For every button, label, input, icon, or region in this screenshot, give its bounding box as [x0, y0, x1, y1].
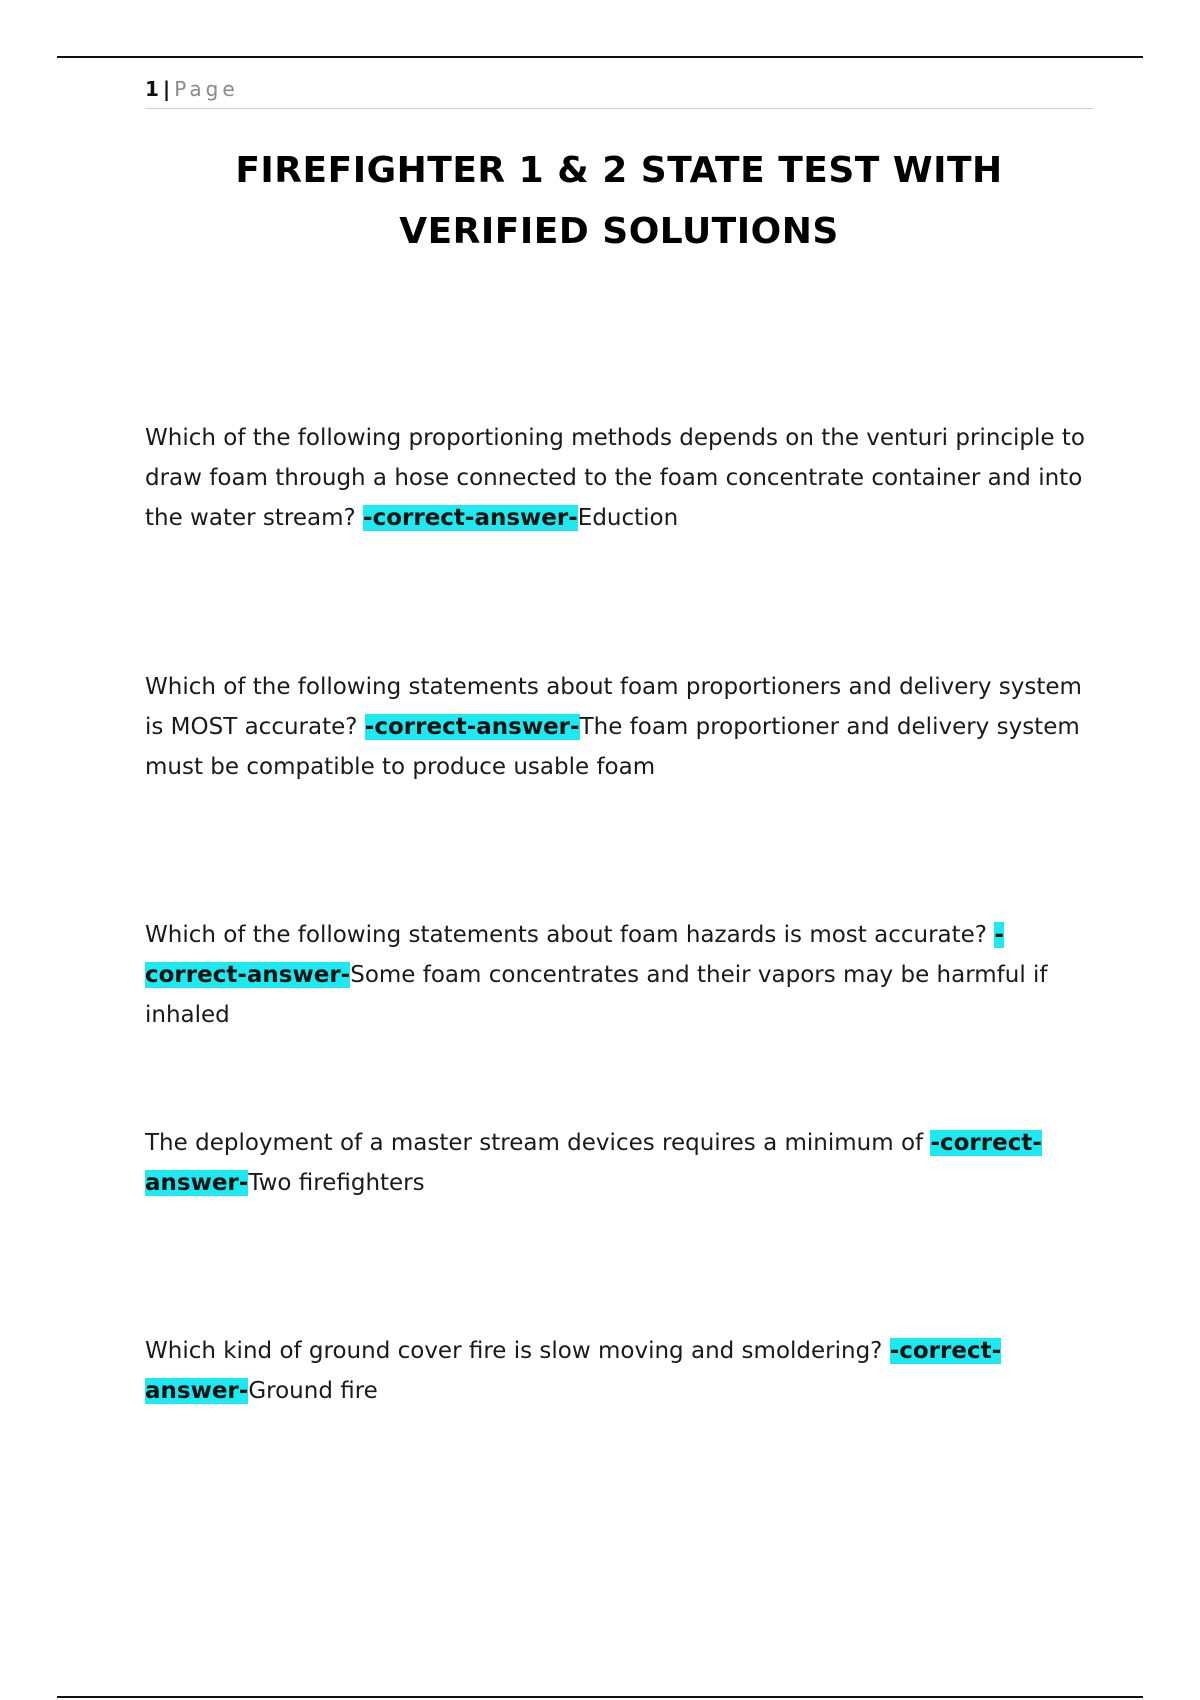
page-separator: | [162, 77, 171, 101]
question-text: Which of the following proportioning methods depends on the venturi principle to draw foam through a hose connected to the foam concentrate container and into the water stream? [145, 425, 1085, 531]
question-text: Which of the following statements about foam hazards is most accurate? [145, 922, 995, 948]
qa-item [145, 418, 1095, 538]
top-rule [57, 56, 1143, 58]
page-number: 1 [145, 77, 159, 101]
page-label: Page [174, 77, 239, 101]
correct-answer-marker: -correct-answer- [364, 714, 580, 740]
correct-answer-marker: -correct-answer- [145, 1338, 1002, 1404]
question-text: Which kind of ground cover fire is slow moving and smoldering? [145, 1338, 890, 1364]
title-line-1: FIREFIGHTER 1 & 2 STATE TEST WITH [235, 150, 1003, 191]
correct-answer-marker: -correct-answer- [145, 922, 1004, 988]
title-line-2: VERIFIED SOLUTIONS [399, 211, 839, 252]
question-text: The deployment of a master stream devices requires a minimum of [145, 1130, 931, 1156]
document-title [145, 140, 1093, 262]
qa-item [145, 915, 1095, 1035]
question-text: Which of the following statements about foam proportioners and delivery system is MOST accurate? [145, 674, 1082, 740]
bottom-rule [57, 1696, 1143, 1698]
answer-text: The foam proportioner and delivery system must be compatible to produce usable foam [145, 714, 1080, 780]
answer-text: Two firefighters [248, 1170, 425, 1196]
correct-answer-marker: -correct-answer- [363, 505, 578, 531]
qa-item [145, 667, 1095, 787]
qa-item [145, 1123, 1095, 1203]
answer-text: Eduction [577, 505, 679, 531]
correct-answer-marker: -correct-answer- [145, 1130, 1042, 1196]
answer-text: Some foam concentrates and their vapors may be harmful if inhaled [145, 962, 1048, 1028]
page-header [145, 75, 1093, 109]
qa-item [145, 1331, 1095, 1411]
answer-text: Ground fire [248, 1378, 378, 1404]
